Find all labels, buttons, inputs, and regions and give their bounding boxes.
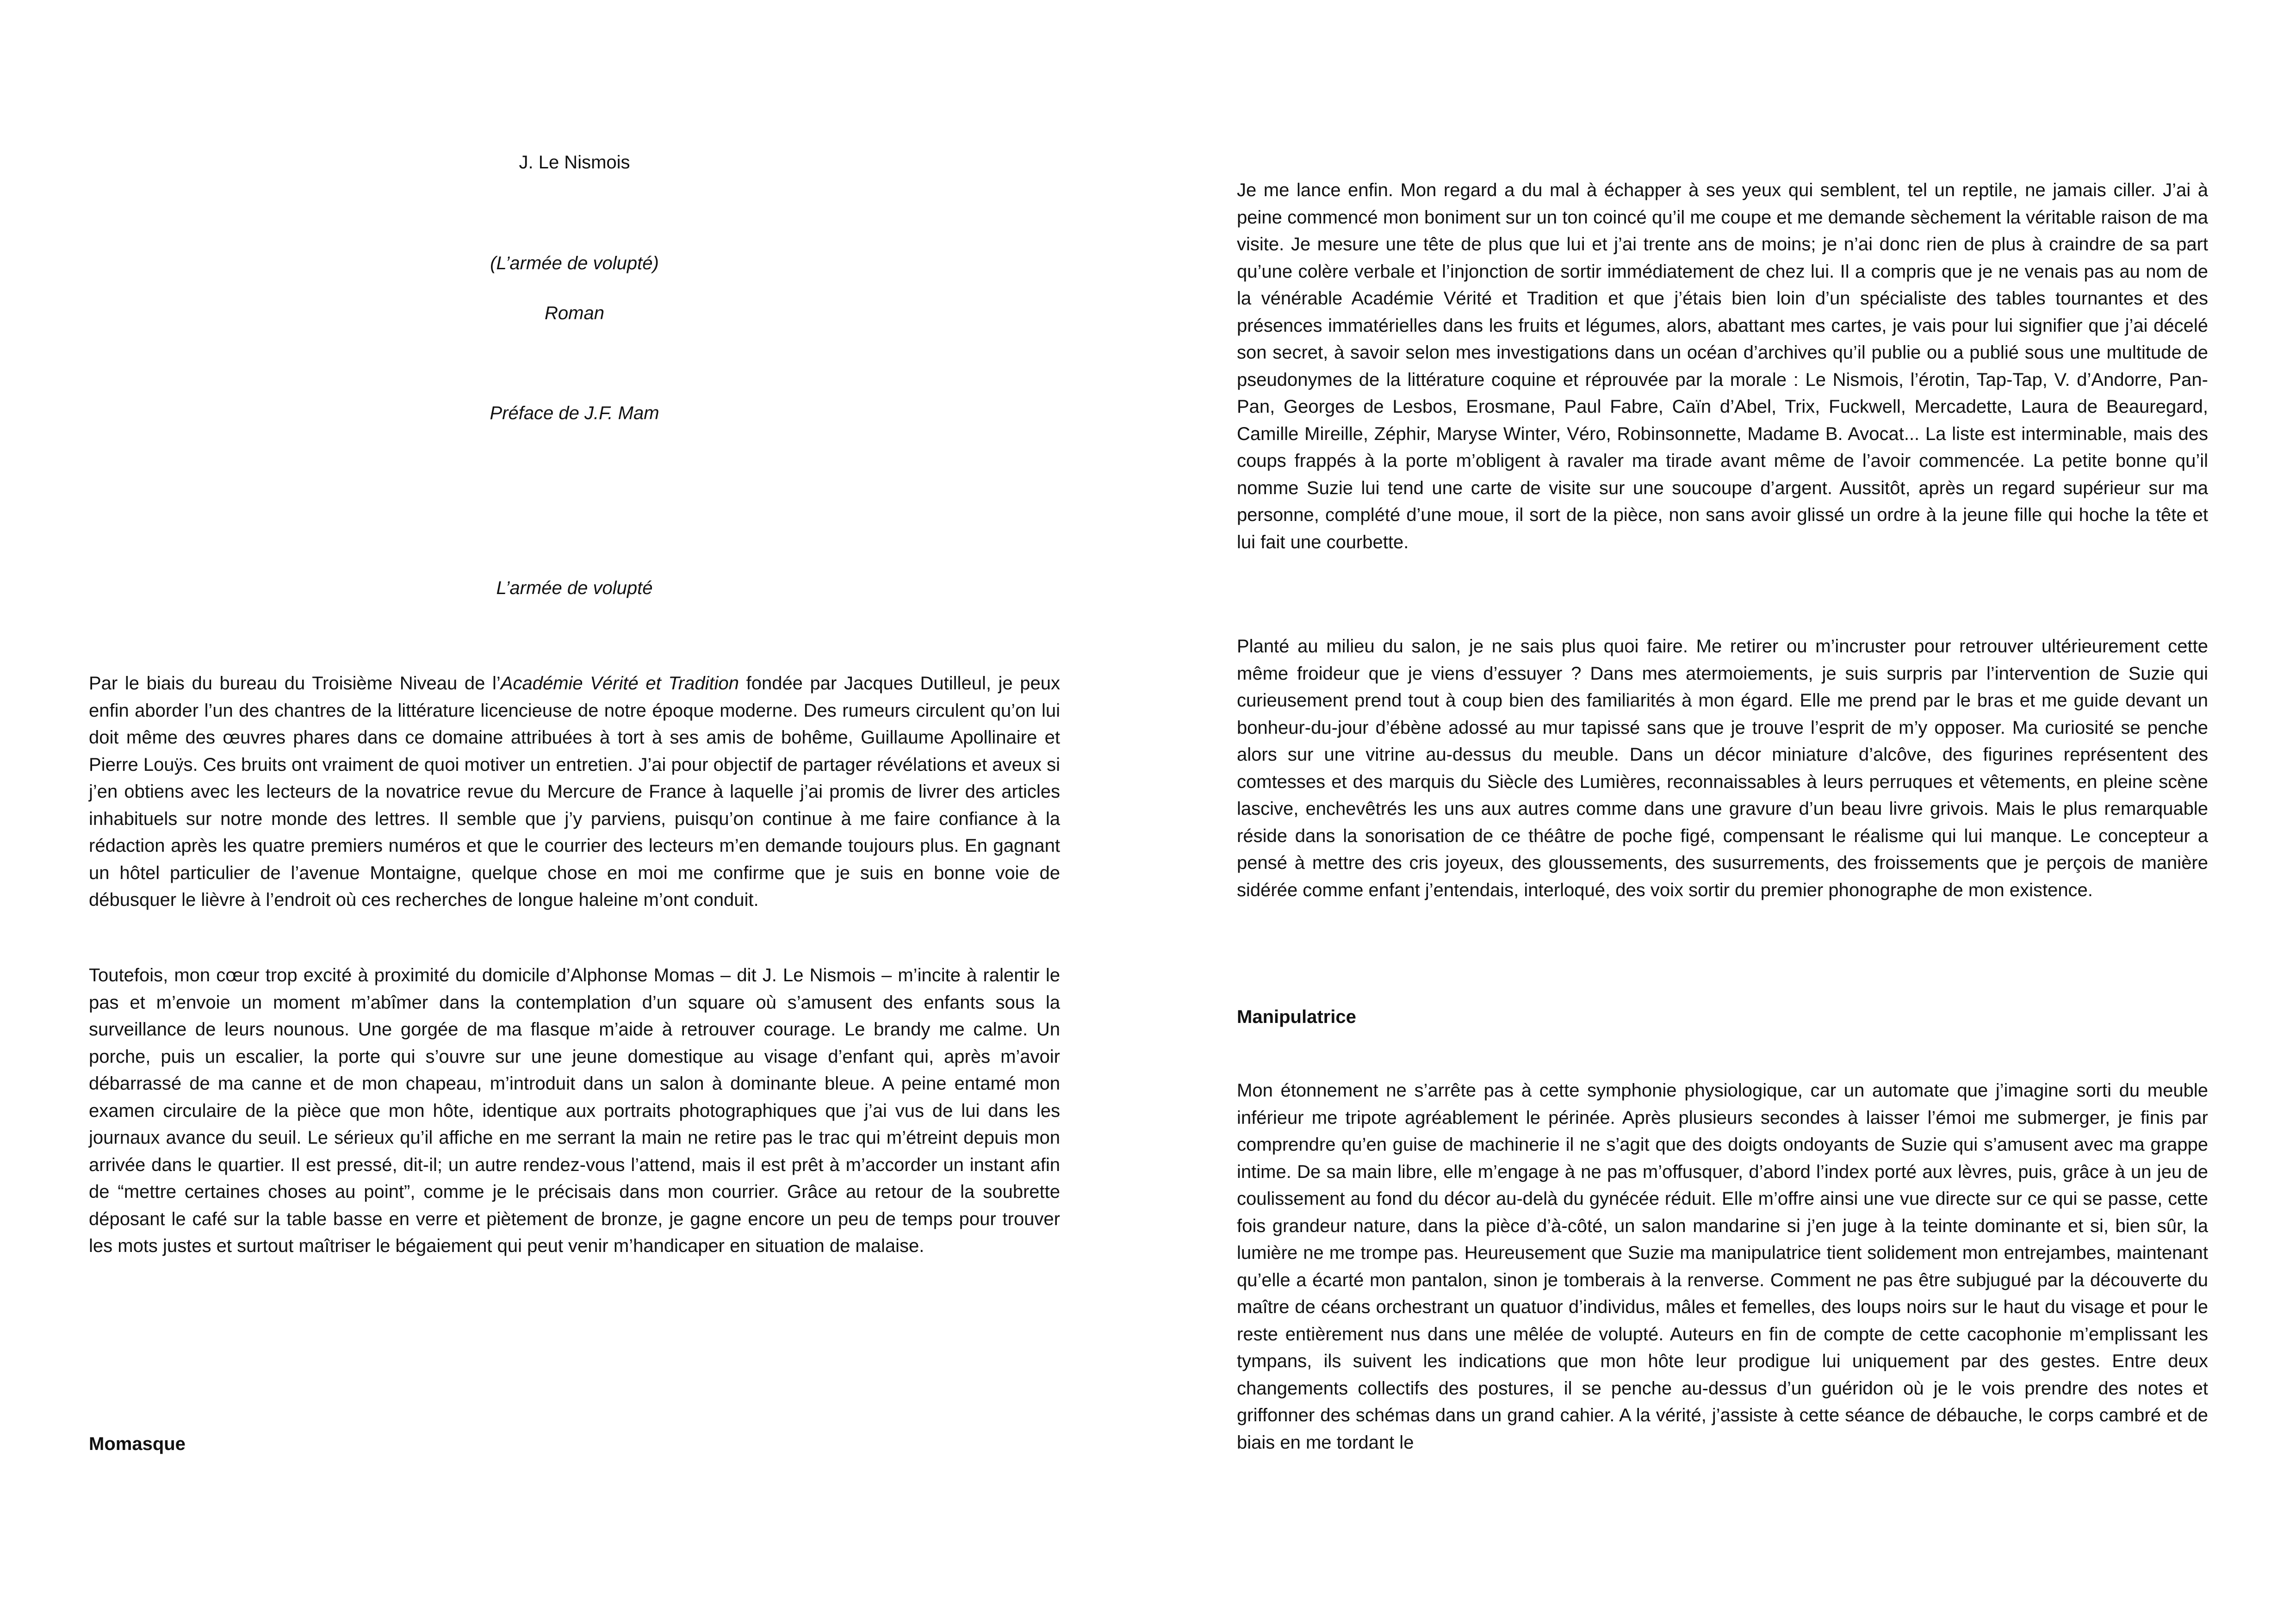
section-heading-momasque: Momasque — [89, 1434, 186, 1454]
section-title: L’armée de volupté — [496, 578, 653, 598]
preface-credit: Préface de J.F. Mam — [490, 403, 659, 423]
academy-name: Académie Vérité et Tradition — [500, 673, 739, 694]
paragraph-1-start: Par le biais du bureau du Troisième Niveau de l’ — [89, 673, 501, 694]
paragraph-5: Mon étonnement ne s’arrête pas à cette symphonie physiologique, car un automate que j’imagine sorti du meuble inférieur me tripote agréablement le périnée. Après plusieurs secondes à laisser l’émoi me submerger, je finis par comprendre qu’en guise de machinerie il ne s’agit que des doigts ondoyants de Suzie qui s’amusent avec ma grappe intime. De sa main libre, elle m’engage à ne pas m’offusquer, d’abord l’index porté aux lèvres, puis, grâce à un jeu de coulissement au fond du décor au-delà du gynécée réduit. Elle m’offre ainsi une vue directe sur ce qui se passe, cette fois grandeur nature, dans la pièce d’à-côté, un salon mandarine si j’en juge à la teinte dominante et si, bien sûr, la lumière ne me trompe pas. Heureusement que Suzie ma manipulatrice tient solidement mon entrejambes, maintenant qu’elle a écarté mon pantalon, sinon je tomberais à la renverse. Comment ne pas être subjugué par la découverte du maître de céans orchestrant un quatuor d’individus, mâles et femelles, des loups noirs sur le haut du visage et pour le reste entièrement nus dans une mêlée de volupté. Auteurs en fin de compte de cette cacophonie m’emplissant les tympans, ils suivent les indications que mon hôte leur prodigue lui uniquement par des gestes. Entre deux changements collectifs des postures, il se penche au-dessus d’un guéridon où je le vois prendre des notes et griffonner des schémas dans un grand cahier. A la vérité, j’assiste à cette séance de débauche, le corps cambré et de biais en me tordant le — [1237, 1080, 2208, 1453]
left-page — [89, 0, 1060, 1623]
paragraph-2: Toutefois, mon cœur trop excité à proximité du domicile d’Alphonse Momas – dit J. Le Nismois – m’incite à ralentir le pas et m’envoie un moment m’abîmer dans la contemplation d’un square où s’amusent des enfants sous la surveillance de leurs nounous. Une gorgée de ma flasque m’aide à retrouver courage. Le brandy me calme. Un porche, puis un escalier, la porte qui s’ouvre sur une jeune domestique au visage d’enfant qui, après m’avoir débarrassé de ma canne et de mon chapeau, m’introduit dans un salon à dominante bleue. A peine entamé mon examen circulaire de la pièce que mon hôte, identique aux portraits photographiques que j’ai vus de lui dans les journaux avance du seuil. Le sérieux qu’il affiche en me serrant la main ne retire pas le trac qui m’étreint depuis mon arrivée dans le quartier. Il est pressé, dit-il; un autre rendez-vous l’attend, mais il est prêt à m’accorder un instant afin de “mettre certaines choses au point”, comme je le précisais dans mon courrier. Grâce au retour de la soubrette déposant le café sur la table basse en verre et piètement de bronze, je gagne encore un peu de temps pour trouver les mots justes et surtout maîtriser le bégaiement qui peut venir m’handicaper en situation de malaise. — [89, 965, 1060, 1256]
paragraph-4: Planté au milieu du salon, je ne sais plus quoi faire. Me retirer ou m’incruster pour retrouver ultérieurement cette même froideur que je viens d’essuyer ? Dans mes atermoiements, je suis surpris par l’intervention de Suzie qui curieusement prend tout à coup bien des familiarités à mon égard. Elle me prend par le bras et me guide devant un bonheur-du-jour d’ébène adossé au mur tapissé sans que je trouve l’esprit de m’y opposer. Ma curiosité se penche alors sur une vitrine au-dessus du meuble. Dans un décor miniature d’alcôve, des figurines représentent des comtesses et des marquis du Siècle des Lumières, reconnaissables à leurs perruques et vêtements, en pleine scène lascive, enchevêtrés les uns aux autres comme dans une gravure d’un beau livre grivois. Mais le plus remarquable réside dans la sonorisation de ce théâtre de poche figé, compensant le réalisme qui lui manque. Le concepteur a pensé à mettre des cris joyeux, des gloussements, des susurrements, des froissements que je perçois de manière sidérée comme enfant j’entendais, interloqué, des voix sortir du premier phonographe de mon existence. — [1237, 636, 2208, 900]
paragraph-1-rest: fondée par Jacques Dutilleul, je peux enfin aborder l’un des chantres de la littérature licencieuse de notre époque moderne. Des rumeurs circulent qu’on lui doit même des œuvres phares dans ce domaine attribuées à tort à ses amis de bohême, Guillaume Apollinaire et Pierre Louÿs. Ces bruits ont vraiment de quoi motiver un entretien. J’ai pour objectif de partager révélations et aveux si j’en obtiens avec les lecteurs de la novatrice revue du Mercure de France à laquelle j’ai promis de livrer des articles inhabituels sur notre monde des lettres. Il semble que j’y parviens, puisqu’on continue à me faire confiance à la rédaction après les quatre premiers numéros et que le courrier des lecteurs m’en demande toujours plus. En gagnant un hôtel particulier de l’avenue Montaigne, quelque chose en moi me confirme que je suis en bonne voie de débusquer le lièvre à l’endroit où ces recherches de longue haleine m’ont conduit. — [89, 673, 1061, 910]
author-name: J. Le Nismois — [519, 152, 630, 173]
genre-label: Roman — [545, 303, 604, 323]
section-heading-manipulatrice: Manipulatrice — [1237, 1007, 1356, 1027]
title-parenthetical: (L’armée de volupté) — [490, 253, 659, 273]
right-page — [1237, 0, 2208, 1623]
paragraph-1 — [89, 670, 1060, 914]
paragraph-3: Je me lance enfin. Mon regard a du mal à échapper à ses yeux qui semblent, tel un reptile, ne jamais ciller. J’ai à peine commencé mon boniment sur un ton coincé qu’il me coupe et me demande sèchement la véritable raison de ma visite. Je mesure une tête de plus que lui et j’ai trente ans de moins; je n’ai donc rien de plus à craindre de sa part qu’une colère verbale et l’injonction de sortir immédiatement de chez lui. Il a compris que je ne venais pas au nom de la vénérable Académie Vérité et Tradition et que j’étais bien loin d’un spécialiste des tables tournantes et des présences immatérielles dans les fruits et légumes, alors, abattant mes cartes, je vais pour lui signifier que j’ai décelé son secret, à savoir selon mes investigations dans un océan d’archives qu’il publie ou a publié sous une multitude de pseudonymes de la littérature coquine et réprouvée par la morale : Le Nismois, l’érotin, Tap-Tap, V. d’Andorre, Pan-Pan, Georges de Lesbos, Erosmane, Paul Fabre, Caïn d’Abel, Trix, Fuckwell, Mercadette, Laura de Beauregard, Camille Mireille, Zéphir, Maryse Winter, Véro, Robinsonnette, Madame B. Avocat... La liste est interminable, mais des coups frappés à la porte m’obligent à ravaler ma tirade avant même de l’avoir commencée. La petite bonne qu’il nomme Suzie lui tend une carte de visite sur une soucoupe d’argent. Aussitôt, après un regard supérieur sur ma personne, complété d’une moue, il sort de la pièce, non sans avoir glissé un ordre à la jeune fille qui hoche la tête et lui fait une courbette. — [1237, 180, 2208, 552]
